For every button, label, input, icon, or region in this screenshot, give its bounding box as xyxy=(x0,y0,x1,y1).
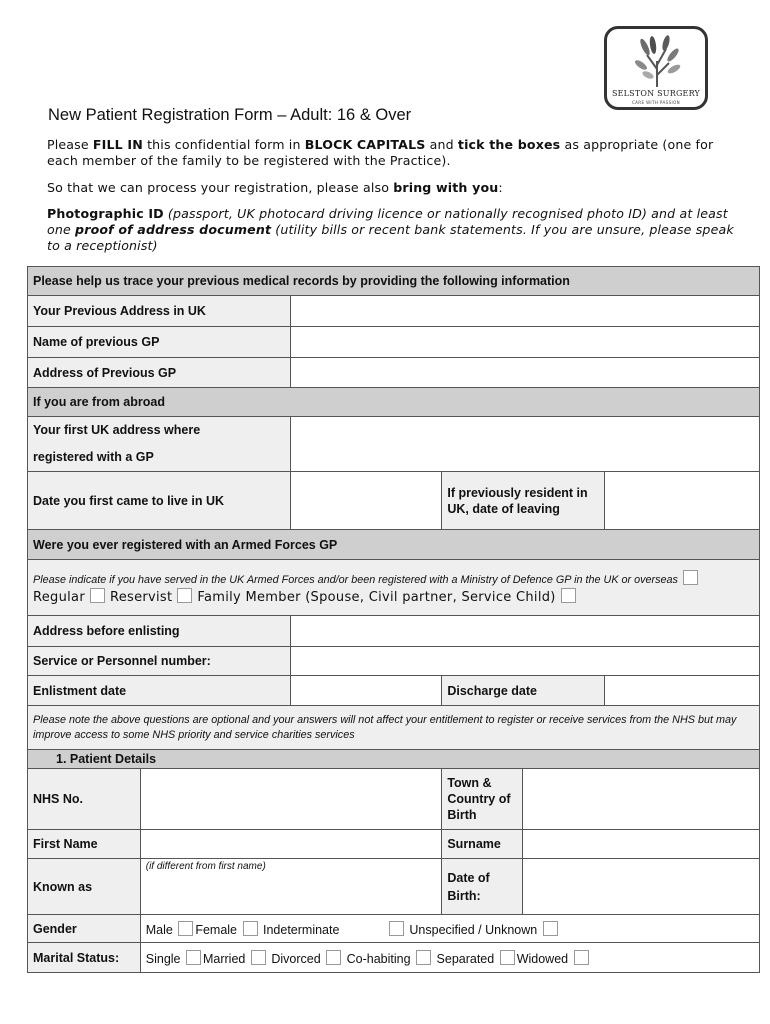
dob-label: Date of Birth: xyxy=(442,859,523,915)
gender-options: Male Female Indeterminate Unspecified / Unknown xyxy=(140,915,759,943)
reservist-checkbox[interactable] xyxy=(177,588,192,603)
known-as-label: Known as xyxy=(28,859,141,915)
logo-name: SELSTON SURGERY xyxy=(611,89,701,98)
nhs-label: NHS No. xyxy=(28,769,141,830)
gender-label: Gender xyxy=(28,915,141,943)
town-country-label: Town & Country of Birth xyxy=(442,769,523,830)
date-came-label: Date you first came to live in UK xyxy=(28,472,291,530)
prev-address-label: Your Previous Address in UK xyxy=(28,296,291,327)
first-uk-address-field[interactable] xyxy=(290,417,759,472)
address-before-field[interactable] xyxy=(290,616,759,647)
forces-note: Please indicate if you have served in the UK Armed Forces and/or been registered with a Ministry of Defence GP in the UK or overseas Regular Reservist Family Member (Spouse, Civil partner, Service Child) xyxy=(28,560,760,616)
patient-details-header: 1. Patient Details xyxy=(28,750,760,769)
overseas-checkbox[interactable] xyxy=(683,570,698,585)
enlistment-field[interactable] xyxy=(290,676,442,706)
date-leaving-field[interactable] xyxy=(605,472,760,530)
cohabiting-checkbox[interactable] xyxy=(416,950,431,965)
prev-address-field[interactable] xyxy=(290,296,759,327)
prev-gp-name-field[interactable] xyxy=(290,327,759,358)
date-leaving-label: If previously resident in UK, date of leaving xyxy=(442,472,605,530)
surname-field[interactable] xyxy=(523,830,760,859)
prev-gp-address-field[interactable] xyxy=(290,358,759,388)
surname-label: Surname xyxy=(442,830,523,859)
enlistment-label: Enlistment date xyxy=(28,676,291,706)
marital-options: Single Married Divorced Co-habiting Separated Widowed xyxy=(140,943,759,973)
abroad-header: If you are from abroad xyxy=(28,388,760,417)
known-as-field[interactable] xyxy=(140,859,442,915)
forces-disclaimer: Please note the above questions are optional and your answers will not affect your entitlement to register or receive services from the NHS but may improve access to some NHS priority and service charities services xyxy=(28,706,760,750)
address-before-label: Address before enlisting xyxy=(28,616,291,647)
known-as-hint: (if different from first name) xyxy=(145,861,266,872)
divorced-checkbox[interactable] xyxy=(326,950,341,965)
town-country-field[interactable] xyxy=(523,769,760,830)
surgery-logo xyxy=(604,26,708,110)
indeterminate-checkbox[interactable] xyxy=(389,921,404,936)
unspecified-checkbox[interactable] xyxy=(543,921,558,936)
male-checkbox[interactable] xyxy=(178,921,193,936)
prev-gp-address-label: Address of Previous GP xyxy=(28,358,291,388)
records-header: Please help us trace your previous medical records by providing the following information xyxy=(28,267,760,296)
registration-table xyxy=(27,266,760,973)
intro-paragraph-1: Please FILL IN this confidential form in BLOCK CAPITALS and tick the boxes as appropriate (one for each member of the family to be registered with the Practice). xyxy=(47,137,714,168)
first-name-label: First Name xyxy=(28,830,141,859)
forces-header: Were you ever registered with an Armed Forces GP xyxy=(28,530,760,560)
marital-label: Marital Status: xyxy=(28,943,141,973)
logo-tagline: CARE WITH PASSION xyxy=(631,100,681,105)
regular-checkbox[interactable] xyxy=(90,588,105,603)
nhs-field[interactable] xyxy=(140,769,442,830)
single-checkbox[interactable] xyxy=(186,950,201,965)
intro-paragraph-3: Photographic ID (passport, UK photocard driving licence or nationally recognised photo ID) and at least one proof of address document (utility bills or recent bank statements. If you are unsure, please speak to a receptionist) xyxy=(47,206,734,253)
first-uk-address-label: Your first UK address where registered with a GP xyxy=(28,417,291,472)
service-number-label: Service or Personnel number: xyxy=(28,647,291,676)
female-checkbox[interactable] xyxy=(243,921,258,936)
tree-logo-icon xyxy=(633,35,681,87)
service-number-field[interactable] xyxy=(290,647,759,676)
discharge-label: Discharge date xyxy=(442,676,605,706)
intro-paragraph-2: So that we can process your registration, please also bring with you: xyxy=(47,180,503,195)
date-came-field[interactable] xyxy=(290,472,442,530)
married-checkbox[interactable] xyxy=(251,950,266,965)
page-title: New Patient Registration Form – Adult: 16 & Over xyxy=(48,106,412,124)
widowed-checkbox[interactable] xyxy=(574,950,589,965)
first-name-field[interactable] xyxy=(140,830,442,859)
prev-gp-name-label: Name of previous GP xyxy=(28,327,291,358)
dob-field[interactable] xyxy=(523,859,760,915)
discharge-field[interactable] xyxy=(605,676,760,706)
separated-checkbox[interactable] xyxy=(500,950,515,965)
family-member-checkbox[interactable] xyxy=(561,588,576,603)
